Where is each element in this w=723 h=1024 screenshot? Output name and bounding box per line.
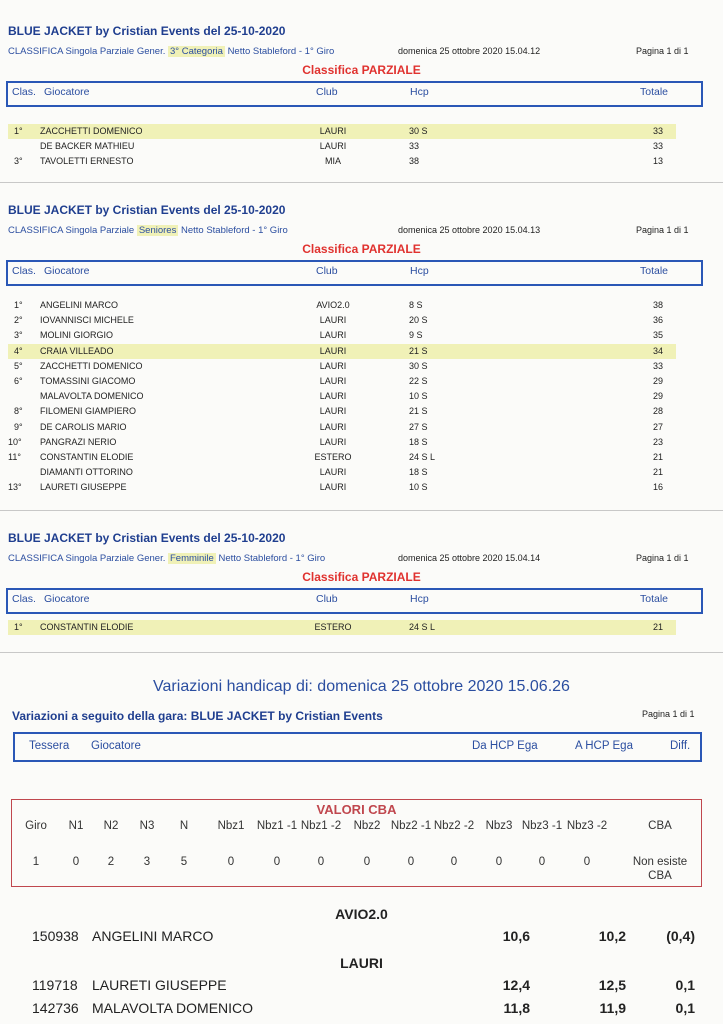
row-club: LAURI: [319, 482, 347, 493]
row-diff: (0,4): [666, 928, 695, 944]
col-diff: Diff.: [670, 740, 691, 752]
row-player: ANGELINI MARCO: [40, 300, 119, 310]
col-total: Totale: [640, 593, 669, 605]
row-position: 1°: [14, 622, 23, 632]
ranking-row: [8, 139, 693, 154]
handicap-variations-subheading: Variazioni a seguito della gara: BLUE JACKET by Cristian Events: [12, 709, 383, 723]
ranking-row: [8, 435, 693, 450]
cba-value-13: 0: [583, 856, 591, 868]
col-hcp: Hcp: [410, 593, 429, 605]
cba-header-11: Nbz3: [485, 820, 513, 832]
row-total: 35: [652, 330, 663, 341]
row-player: ZACCHETTI DOMENICO: [40, 360, 143, 371]
ranking-subtitle: [8, 46, 334, 57]
ranking-label: Classifica PARZIALE: [302, 570, 421, 584]
ranking-section-femminile: [0, 523, 723, 648]
col-player: Giocatore: [44, 593, 90, 605]
col-clas: Clas.: [12, 265, 36, 277]
col-clas: Clas.: [12, 86, 36, 98]
club-group-heading: LAURI: [340, 955, 383, 971]
row-club: LAURI: [319, 360, 347, 371]
cba-header-8: Nbz2: [353, 820, 381, 832]
col-hcp: Hcp: [410, 86, 429, 98]
ranking-row: [8, 389, 693, 404]
ranking-header-box: [6, 81, 703, 107]
row-player: CRAIA VILLEADO: [40, 345, 114, 356]
row-player: TAVOLETTI ERNESTO: [40, 156, 134, 167]
cba-value-8: 0: [363, 856, 371, 868]
cba-value-14: Non esiste CBA: [632, 856, 688, 882]
subtitle-suffix: Netto Stableford - 1° Giro: [218, 553, 326, 564]
ranking-subtitle: [8, 553, 325, 564]
row-total: 28: [652, 406, 663, 417]
row-tessera: 150938: [32, 928, 79, 944]
cba-values-box: [11, 799, 702, 887]
ranking-label: Classifica PARZIALE: [302, 63, 421, 77]
row-hcp: 24 S L: [409, 622, 436, 632]
row-position: 2°: [14, 315, 23, 326]
row-player: PANGRAZI NERIO: [40, 436, 117, 447]
ranking-row: [8, 374, 693, 389]
row-total: 21: [652, 622, 663, 632]
row-position: 9°: [14, 421, 23, 432]
page-number: Pagina 1 di 1: [642, 709, 695, 719]
col-player: Giocatore: [44, 86, 90, 98]
row-player: MOLINI GIORGIO: [40, 330, 114, 341]
row-diff: 0,1: [675, 1000, 695, 1016]
row-a-hcp: 10,2: [598, 928, 626, 944]
cba-value-6: 0: [273, 856, 281, 868]
section-divider: [0, 510, 723, 511]
cba-value-10: 0: [450, 856, 458, 868]
row-club: AVIO2.0: [316, 300, 350, 310]
row-position: 13°: [8, 482, 22, 493]
row-tessera: 119718: [32, 977, 78, 993]
subtitle-category: 3° Categoria: [170, 46, 223, 57]
row-player: LAURETI GIUSEPPE: [40, 482, 127, 493]
row-player: CONSTANTIN ELODIE: [40, 622, 134, 632]
row-club: LAURI: [319, 467, 347, 478]
row-player: MALAVOLTA DOMENICO: [92, 1000, 254, 1016]
row-hcp: 20 S: [409, 315, 428, 326]
cba-header-6: Nbz1 -1: [256, 820, 298, 832]
row-player: ANGELINI MARCO: [92, 928, 214, 944]
ranking-header-box: [6, 588, 703, 614]
row-player: IOVANNISCI MICHELE: [40, 315, 134, 326]
row-total: 29: [652, 391, 663, 402]
row-player: DE CAROLIS MARIO: [40, 421, 127, 432]
ranking-row: [8, 124, 676, 139]
row-position: 8°: [14, 406, 23, 417]
row-position: 4°: [14, 345, 23, 356]
row-club: LAURI: [319, 376, 347, 386]
cba-value-5: 0: [227, 856, 235, 868]
row-club: LAURI: [319, 406, 347, 417]
row-da-hcp: 11,8: [503, 1000, 530, 1016]
row-club: ESTERO: [314, 622, 352, 632]
subtitle-prefix: CLASSIFICA Singola Parziale: [8, 225, 135, 236]
col-tessera: Tessera: [29, 740, 70, 752]
cba-value-12: 0: [538, 856, 546, 868]
row-club: LAURI: [319, 126, 347, 136]
subtitle-prefix: CLASSIFICA Singola Parziale Gener.: [8, 46, 166, 57]
row-position: 11°: [8, 452, 21, 462]
cba-header-14: CBA: [648, 820, 672, 832]
cba-header-2: N2: [103, 820, 119, 832]
row-total: 36: [652, 315, 663, 326]
col-player: Giocatore: [91, 740, 141, 752]
cba-header-7: Nbz1 -2: [300, 820, 342, 832]
variation-row: [0, 1000, 723, 1020]
ranking-row: [8, 620, 676, 635]
cba-value-2: 2: [107, 856, 115, 868]
ranking-row: [8, 298, 693, 313]
row-position: 10°: [8, 436, 22, 447]
col-player: Giocatore: [44, 265, 90, 277]
page-number: Pagina 1 di 1: [636, 225, 689, 235]
variations-list: [0, 898, 723, 1024]
row-a-hcp: 12,5: [598, 977, 626, 993]
row-total: 33: [652, 141, 663, 152]
row-club: LAURI: [319, 391, 347, 402]
col-total: Totale: [640, 265, 669, 277]
row-total: 33: [652, 360, 663, 371]
cba-header-5: Nbz1: [217, 820, 245, 832]
row-da-hcp: 12,4: [502, 977, 530, 993]
row-total: 34: [652, 345, 663, 356]
subtitle-category: Femminile: [170, 553, 214, 564]
row-player: ZACCHETTI DOMENICO: [40, 126, 143, 136]
ranking-header-box: [6, 260, 703, 286]
print-datetime: domenica 25 ottobre 2020 15.04.14: [398, 553, 541, 563]
row-total: 27: [652, 421, 663, 432]
row-hcp: 38: [409, 156, 420, 167]
row-hcp: 8 S: [409, 300, 423, 310]
print-datetime: domenica 25 ottobre 2020 15.04.12: [398, 46, 541, 56]
event-title: BLUE JACKET by Cristian Events del 25-10-2020: [8, 24, 286, 38]
club-group-heading: AVIO2.0: [335, 906, 388, 922]
row-hcp: 10 S: [409, 391, 428, 402]
row-da-hcp: 10,6: [502, 928, 530, 944]
subtitle-category: Seniores: [138, 225, 177, 236]
cba-value-0: 1: [32, 856, 40, 868]
cba-title: VALORI CBA: [316, 802, 397, 817]
row-player: DE BACKER MATHIEU: [40, 141, 135, 152]
ranking-section-seniores: [0, 195, 723, 505]
row-player: DIAMANTI OTTORINO: [40, 467, 133, 478]
row-club: LAURI: [319, 315, 347, 326]
row-total: 33: [652, 126, 663, 136]
col-hcp: Hcp: [410, 265, 429, 277]
ranking-row: [8, 420, 693, 435]
col-clas: Clas.: [12, 593, 36, 605]
row-club: MIA: [324, 156, 341, 167]
cba-grid: [12, 820, 701, 882]
row-hcp: 33: [409, 141, 420, 152]
row-position: 3°: [14, 330, 23, 341]
ranking-row: [8, 328, 693, 343]
row-total: 29: [652, 376, 663, 386]
row-hcp: 27 S: [409, 421, 428, 432]
row-club: LAURI: [319, 421, 347, 432]
cba-value-11: 0: [495, 856, 503, 868]
ranking-row: [8, 344, 676, 359]
col-club: Club: [316, 593, 338, 605]
row-club: LAURI: [319, 141, 347, 152]
col-total: Totale: [640, 86, 669, 98]
cba-header-3: N3: [139, 820, 155, 832]
row-total: 13: [652, 156, 663, 167]
row-hcp: 18 S: [409, 436, 428, 447]
variation-row: [0, 977, 723, 997]
row-position: 6°: [14, 376, 23, 386]
row-player: TOMASSINI GIACOMO: [40, 376, 136, 386]
row-total: 21: [652, 467, 663, 478]
cba-value-7: 0: [317, 856, 325, 868]
row-hcp: 24 S L: [409, 452, 436, 462]
cba-header-1: N1: [68, 820, 84, 832]
cba-value-1: 0: [72, 856, 80, 868]
ranking-row: [8, 480, 693, 495]
subtitle-suffix: Netto Stableford - 1° Giro: [227, 46, 335, 57]
event-title: BLUE JACKET by Cristian Events del 25-10-2020: [8, 531, 286, 545]
ranking-row: [8, 154, 693, 169]
row-a-hcp: 11,9: [599, 1000, 626, 1016]
page-number: Pagina 1 di 1: [636, 46, 689, 56]
subtitle-suffix: Netto Stableford - 1° Giro: [180, 225, 288, 236]
row-player: LAURETI GIUSEPPE: [92, 977, 227, 993]
row-hcp: 18 S: [409, 467, 428, 478]
col-da-hcp: Da HCP Ega: [472, 740, 538, 752]
event-title: BLUE JACKET by Cristian Events del 25-10-2020: [8, 203, 286, 217]
row-hcp: 30 S: [409, 126, 428, 136]
row-hcp: 10 S: [409, 482, 428, 493]
variation-row: [0, 928, 723, 948]
cba-header-0: Giro: [25, 820, 47, 832]
row-position: 1°: [14, 126, 23, 136]
row-total: 23: [652, 436, 663, 447]
variations-header-box: [13, 732, 702, 762]
ranking-subtitle: [8, 225, 288, 236]
row-total: 21: [652, 452, 663, 462]
section-divider: [0, 652, 723, 653]
col-club: Club: [316, 86, 338, 98]
ranking-row: [8, 404, 693, 419]
col-club: Club: [316, 265, 338, 277]
cba-header-9: Nbz2 -1: [390, 820, 432, 832]
col-a-hcp: A HCP Ega: [575, 740, 633, 752]
row-diff: 0,1: [675, 977, 695, 993]
row-club: ESTERO: [314, 452, 352, 462]
ranking-row: [8, 313, 693, 328]
cba-value-9: 0: [407, 856, 415, 868]
row-hcp: 9 S: [409, 330, 423, 341]
row-hcp: 21 S: [409, 345, 428, 356]
row-total: 38: [652, 300, 663, 310]
row-position: 3°: [14, 156, 23, 167]
cba-value-4: 5: [180, 856, 188, 868]
cba-header-12: Nbz3 -1: [521, 820, 563, 832]
handicap-variations-heading: Variazioni handicap di: domenica 25 ottobre 2020 15.06.26: [153, 678, 570, 695]
ranking-row: [8, 359, 693, 374]
ranking-section-3rd-category: [0, 0, 723, 180]
row-club: LAURI: [319, 436, 347, 447]
row-club: LAURI: [319, 330, 347, 341]
ranking-row: [8, 450, 693, 465]
row-position: 5°: [14, 360, 23, 371]
row-tessera: 142736: [32, 1000, 79, 1016]
page-number: Pagina 1 di 1: [636, 553, 689, 563]
cba-value-3: 3: [143, 856, 151, 868]
row-hcp: 21 S: [409, 406, 428, 417]
ranking-row: [8, 465, 693, 480]
row-hcp: 22 S: [409, 376, 428, 386]
row-player: FILOMENI GIAMPIERO: [40, 406, 137, 417]
cba-header-4: N: [179, 820, 189, 832]
row-player: CONSTANTIN ELODIE: [40, 452, 134, 462]
ranking-label: Classifica PARZIALE: [302, 242, 421, 256]
row-club: LAURI: [319, 345, 347, 356]
subtitle-prefix: CLASSIFICA Singola Parziale Gener.: [8, 553, 166, 564]
cba-header-13: Nbz3 -2: [566, 820, 608, 832]
row-position: 1°: [14, 300, 23, 310]
section-divider: [0, 182, 723, 183]
row-hcp: 30 S: [409, 360, 428, 371]
cba-header-10: Nbz2 -2: [433, 820, 475, 832]
row-total: 16: [652, 482, 663, 493]
print-datetime: domenica 25 ottobre 2020 15.04.13: [398, 225, 541, 235]
row-player: MALAVOLTA DOMENICO: [40, 391, 144, 402]
